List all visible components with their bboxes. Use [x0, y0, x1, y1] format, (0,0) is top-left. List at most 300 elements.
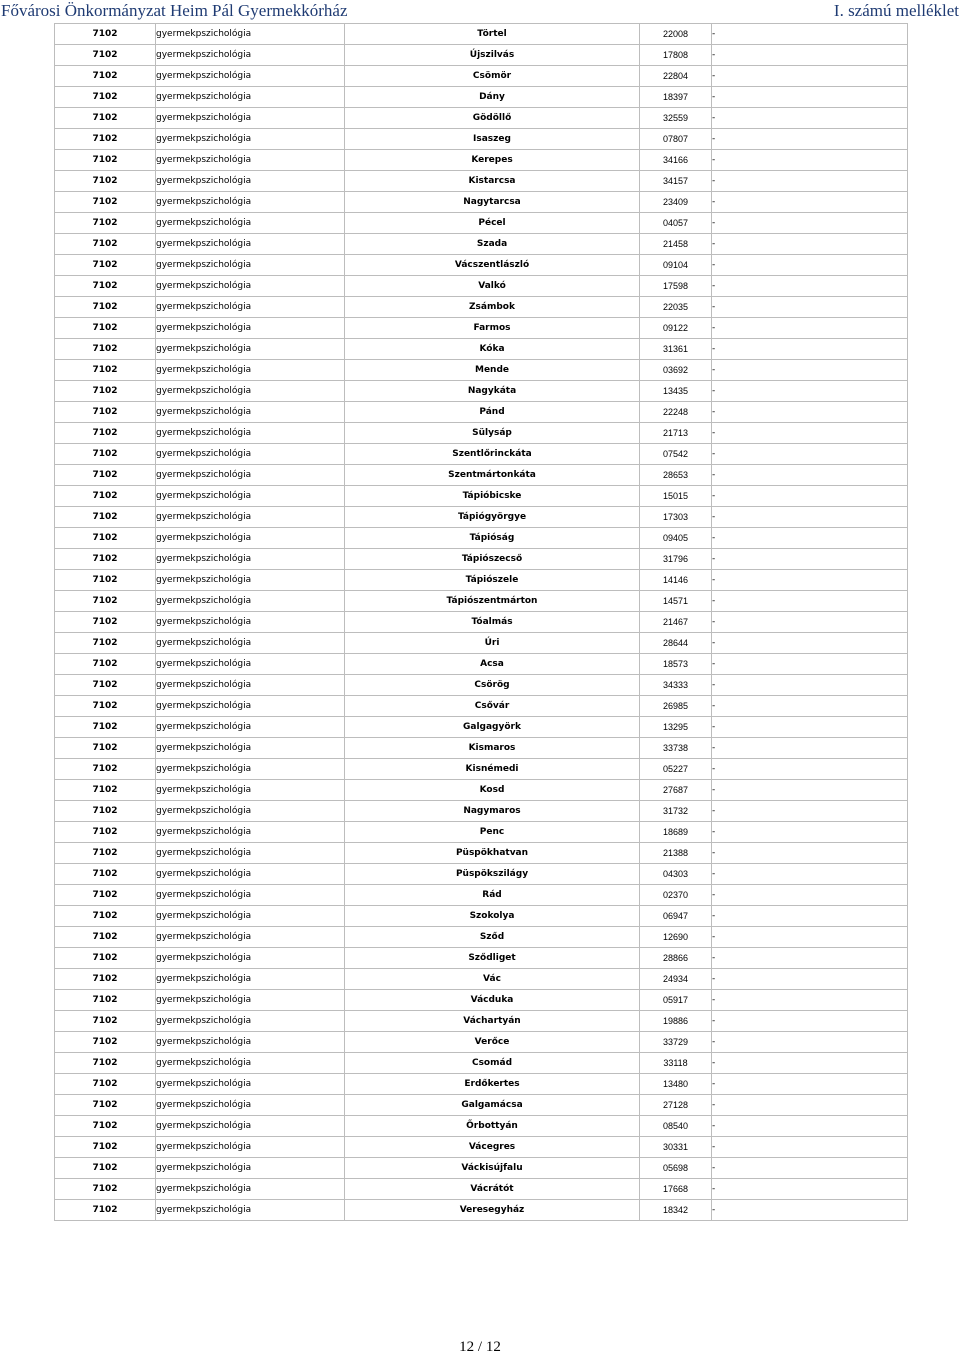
town-cell: Sződliget	[345, 948, 640, 969]
code-cell: 7102	[55, 969, 156, 990]
note-cell: -	[712, 339, 908, 360]
code-cell: 7102	[55, 654, 156, 675]
page-number: 12 / 12	[459, 1339, 501, 1355]
town-cell: Tápiószecső	[345, 549, 640, 570]
code-cell: 7102	[55, 255, 156, 276]
table-row	[55, 339, 908, 360]
specialty-cell: gyermekpszichológia	[156, 591, 345, 612]
note-cell: -	[712, 1011, 908, 1032]
table-row	[55, 1179, 908, 1200]
specialty-cell: gyermekpszichológia	[156, 360, 345, 381]
note-cell: -	[712, 381, 908, 402]
code-cell: 7102	[55, 66, 156, 87]
town-cell: Dány	[345, 87, 640, 108]
specialty-cell: gyermekpszichológia	[156, 801, 345, 822]
note-cell: -	[712, 87, 908, 108]
note-cell: -	[712, 318, 908, 339]
number-cell: 28653	[640, 465, 712, 486]
code-cell: 7102	[55, 507, 156, 528]
number-cell: 15015	[640, 486, 712, 507]
town-cell: Isaszeg	[345, 129, 640, 150]
town-cell: Kóka	[345, 339, 640, 360]
code-cell: 7102	[55, 423, 156, 444]
code-cell: 7102	[55, 1179, 156, 1200]
note-cell: -	[712, 969, 908, 990]
code-cell: 7102	[55, 276, 156, 297]
note-cell: -	[712, 1032, 908, 1053]
specialty-cell: gyermekpszichológia	[156, 297, 345, 318]
specialty-cell: gyermekpszichológia	[156, 24, 345, 45]
note-cell: -	[712, 570, 908, 591]
town-cell: Nagykáta	[345, 381, 640, 402]
specialty-cell: gyermekpszichológia	[156, 87, 345, 108]
number-cell: 22035	[640, 297, 712, 318]
code-cell: 7102	[55, 45, 156, 66]
note-cell: -	[712, 360, 908, 381]
number-cell: 27128	[640, 1095, 712, 1116]
number-cell: 17668	[640, 1179, 712, 1200]
code-cell: 7102	[55, 486, 156, 507]
number-cell: 22008	[640, 24, 712, 45]
specialty-cell: gyermekpszichológia	[156, 339, 345, 360]
code-cell: 7102	[55, 738, 156, 759]
number-cell: 18573	[640, 654, 712, 675]
code-cell: 7102	[55, 1032, 156, 1053]
specialty-cell: gyermekpszichológia	[156, 990, 345, 1011]
town-cell: Galgamácsa	[345, 1095, 640, 1116]
note-cell: -	[712, 276, 908, 297]
number-cell: 27687	[640, 780, 712, 801]
code-cell: 7102	[55, 192, 156, 213]
note-cell: -	[712, 549, 908, 570]
note-cell: -	[712, 444, 908, 465]
note-cell: -	[712, 66, 908, 87]
note-cell: -	[712, 696, 908, 717]
number-cell: 33118	[640, 1053, 712, 1074]
note-cell: -	[712, 759, 908, 780]
specialty-cell: gyermekpszichológia	[156, 486, 345, 507]
note-cell: -	[712, 885, 908, 906]
number-cell: 09405	[640, 528, 712, 549]
town-cell: Kerepes	[345, 150, 640, 171]
code-cell: 7102	[55, 717, 156, 738]
code-cell: 7102	[55, 1011, 156, 1032]
note-cell: -	[712, 864, 908, 885]
data-table	[54, 23, 908, 1221]
specialty-cell: gyermekpszichológia	[156, 549, 345, 570]
town-cell: Szokolya	[345, 906, 640, 927]
specialty-cell: gyermekpszichológia	[156, 780, 345, 801]
table-row	[55, 108, 908, 129]
table-row	[55, 192, 908, 213]
number-cell: 17808	[640, 45, 712, 66]
town-cell: Kisnémedi	[345, 759, 640, 780]
note-cell: -	[712, 633, 908, 654]
code-cell: 7102	[55, 1095, 156, 1116]
town-cell: Váchartyán	[345, 1011, 640, 1032]
code-cell: 7102	[55, 1116, 156, 1137]
table-row	[55, 696, 908, 717]
number-cell: 13435	[640, 381, 712, 402]
number-cell: 12690	[640, 927, 712, 948]
note-cell: -	[712, 507, 908, 528]
town-cell: Őrbottyán	[345, 1116, 640, 1137]
town-cell: Rád	[345, 885, 640, 906]
town-cell: Gödöllő	[345, 108, 640, 129]
code-cell: 7102	[55, 906, 156, 927]
table-body	[55, 24, 908, 1221]
town-cell: Újszilvás	[345, 45, 640, 66]
code-cell: 7102	[55, 885, 156, 906]
specialty-cell: gyermekpszichológia	[156, 906, 345, 927]
table-row	[55, 381, 908, 402]
code-cell: 7102	[55, 696, 156, 717]
number-cell: 30331	[640, 1137, 712, 1158]
code-cell: 7102	[55, 108, 156, 129]
specialty-cell: gyermekpszichológia	[156, 507, 345, 528]
table-row	[55, 423, 908, 444]
code-cell: 7102	[55, 549, 156, 570]
specialty-cell: gyermekpszichológia	[156, 969, 345, 990]
code-cell: 7102	[55, 591, 156, 612]
number-cell: 26985	[640, 696, 712, 717]
specialty-cell: gyermekpszichológia	[156, 108, 345, 129]
table-row	[55, 87, 908, 108]
town-cell: Pánd	[345, 402, 640, 423]
table-row	[55, 465, 908, 486]
table-row	[55, 906, 908, 927]
table-row	[55, 45, 908, 66]
note-cell: -	[712, 927, 908, 948]
number-cell: 24934	[640, 969, 712, 990]
code-cell: 7102	[55, 528, 156, 549]
note-cell: -	[712, 213, 908, 234]
code-cell: 7102	[55, 927, 156, 948]
table-row	[55, 213, 908, 234]
table-row	[55, 1011, 908, 1032]
table-row	[55, 297, 908, 318]
number-cell: 04303	[640, 864, 712, 885]
note-cell: -	[712, 234, 908, 255]
town-cell: Vácrátót	[345, 1179, 640, 1200]
table-row	[55, 234, 908, 255]
note-cell: -	[712, 1116, 908, 1137]
note-cell: -	[712, 297, 908, 318]
code-cell: 7102	[55, 990, 156, 1011]
table-row	[55, 591, 908, 612]
specialty-cell: gyermekpszichológia	[156, 465, 345, 486]
number-cell: 13295	[640, 717, 712, 738]
town-cell: Tápióság	[345, 528, 640, 549]
specialty-cell: gyermekpszichológia	[156, 1116, 345, 1137]
town-cell: Váckisújfalu	[345, 1158, 640, 1179]
specialty-cell: gyermekpszichológia	[156, 276, 345, 297]
code-cell: 7102	[55, 171, 156, 192]
specialty-cell: gyermekpszichológia	[156, 612, 345, 633]
code-cell: 7102	[55, 759, 156, 780]
number-cell: 18689	[640, 822, 712, 843]
town-cell: Tápióbicske	[345, 486, 640, 507]
code-cell: 7102	[55, 213, 156, 234]
town-cell: Vác	[345, 969, 640, 990]
code-cell: 7102	[55, 675, 156, 696]
code-cell: 7102	[55, 1200, 156, 1221]
note-cell: -	[712, 1137, 908, 1158]
table-row	[55, 318, 908, 339]
specialty-cell: gyermekpszichológia	[156, 444, 345, 465]
specialty-cell: gyermekpszichológia	[156, 1095, 345, 1116]
town-cell: Úri	[345, 633, 640, 654]
code-cell: 7102	[55, 570, 156, 591]
table-row	[55, 276, 908, 297]
annex-label: I. számú melléklet	[833, 1, 959, 20]
specialty-cell: gyermekpszichológia	[156, 927, 345, 948]
specialty-cell: gyermekpszichológia	[156, 66, 345, 87]
town-cell: Farmos	[345, 318, 640, 339]
code-cell: 7102	[55, 780, 156, 801]
code-cell: 7102	[55, 612, 156, 633]
page-header	[0, 0, 960, 22]
table-row	[55, 1158, 908, 1179]
code-cell: 7102	[55, 1158, 156, 1179]
town-cell: Erdőkertes	[345, 1074, 640, 1095]
code-cell: 7102	[55, 129, 156, 150]
town-cell: Tápiószentmárton	[345, 591, 640, 612]
town-cell: Acsa	[345, 654, 640, 675]
specialty-cell: gyermekpszichológia	[156, 318, 345, 339]
number-cell: 21467	[640, 612, 712, 633]
specialty-cell: gyermekpszichológia	[156, 948, 345, 969]
number-cell: 33738	[640, 738, 712, 759]
specialty-cell: gyermekpszichológia	[156, 717, 345, 738]
town-cell: Tóalmás	[345, 612, 640, 633]
number-cell: 05917	[640, 990, 712, 1011]
town-cell: Vácegres	[345, 1137, 640, 1158]
number-cell: 14571	[640, 591, 712, 612]
note-cell: -	[712, 1074, 908, 1095]
specialty-cell: gyermekpszichológia	[156, 1032, 345, 1053]
code-cell: 7102	[55, 822, 156, 843]
number-cell: 13480	[640, 1074, 712, 1095]
table-row	[55, 990, 908, 1011]
specialty-cell: gyermekpszichológia	[156, 255, 345, 276]
number-cell: 07542	[640, 444, 712, 465]
note-cell: -	[712, 486, 908, 507]
specialty-cell: gyermekpszichológia	[156, 381, 345, 402]
town-cell: Nagymaros	[345, 801, 640, 822]
note-cell: -	[712, 528, 908, 549]
code-cell: 7102	[55, 318, 156, 339]
table-row	[55, 66, 908, 87]
number-cell: 18342	[640, 1200, 712, 1221]
code-cell: 7102	[55, 801, 156, 822]
number-cell: 18397	[640, 87, 712, 108]
number-cell: 09104	[640, 255, 712, 276]
town-cell: Pécel	[345, 213, 640, 234]
specialty-cell: gyermekpszichológia	[156, 402, 345, 423]
town-cell: Tápiószele	[345, 570, 640, 591]
note-cell: -	[712, 948, 908, 969]
number-cell: 31361	[640, 339, 712, 360]
town-cell: Mende	[345, 360, 640, 381]
note-cell: -	[712, 1095, 908, 1116]
number-cell: 32559	[640, 108, 712, 129]
note-cell: -	[712, 654, 908, 675]
number-cell: 07807	[640, 129, 712, 150]
table-row	[55, 969, 908, 990]
table-row	[55, 1137, 908, 1158]
table-row	[55, 24, 908, 45]
note-cell: -	[712, 1200, 908, 1221]
town-cell: Csomád	[345, 1053, 640, 1074]
code-cell: 7102	[55, 843, 156, 864]
specialty-cell: gyermekpszichológia	[156, 1011, 345, 1032]
note-cell: -	[712, 171, 908, 192]
town-cell: Sülysáp	[345, 423, 640, 444]
table-row	[55, 885, 908, 906]
specialty-cell: gyermekpszichológia	[156, 822, 345, 843]
table-row	[55, 171, 908, 192]
number-cell: 21388	[640, 843, 712, 864]
number-cell: 22804	[640, 66, 712, 87]
town-cell: Tápiógyörgye	[345, 507, 640, 528]
code-cell: 7102	[55, 1137, 156, 1158]
note-cell: -	[712, 423, 908, 444]
note-cell: -	[712, 402, 908, 423]
number-cell: 23409	[640, 192, 712, 213]
table-row	[55, 633, 908, 654]
town-cell: Zsámbok	[345, 297, 640, 318]
table-row	[55, 780, 908, 801]
note-cell: -	[712, 24, 908, 45]
specialty-cell: gyermekpszichológia	[156, 843, 345, 864]
number-cell: 05227	[640, 759, 712, 780]
number-cell: 34166	[640, 150, 712, 171]
number-cell: 22248	[640, 402, 712, 423]
town-cell: Kistarcsa	[345, 171, 640, 192]
specialty-cell: gyermekpszichológia	[156, 213, 345, 234]
number-cell: 17303	[640, 507, 712, 528]
table-row	[55, 843, 908, 864]
table-row	[55, 402, 908, 423]
number-cell: 28866	[640, 948, 712, 969]
number-cell: 28644	[640, 633, 712, 654]
table-row	[55, 507, 908, 528]
number-cell: 17598	[640, 276, 712, 297]
number-cell: 04057	[640, 213, 712, 234]
note-cell: -	[712, 192, 908, 213]
specialty-cell: gyermekpszichológia	[156, 129, 345, 150]
table-row	[55, 612, 908, 633]
specialty-cell: gyermekpszichológia	[156, 633, 345, 654]
specialty-cell: gyermekpszichológia	[156, 738, 345, 759]
table-row	[55, 927, 908, 948]
specialty-cell: gyermekpszichológia	[156, 45, 345, 66]
table-row	[55, 528, 908, 549]
note-cell: -	[712, 612, 908, 633]
note-cell: -	[712, 738, 908, 759]
table-row	[55, 759, 908, 780]
code-cell: 7102	[55, 402, 156, 423]
table-row	[55, 1032, 908, 1053]
town-cell: Kismaros	[345, 738, 640, 759]
code-cell: 7102	[55, 339, 156, 360]
table-row	[55, 1200, 908, 1221]
code-cell: 7102	[55, 633, 156, 654]
specialty-cell: gyermekpszichológia	[156, 234, 345, 255]
code-cell: 7102	[55, 948, 156, 969]
table-row	[55, 549, 908, 570]
town-cell: Szentlőrinckáta	[345, 444, 640, 465]
table-row	[55, 717, 908, 738]
table-row	[55, 864, 908, 885]
town-cell: Galgagyörk	[345, 717, 640, 738]
number-cell: 21713	[640, 423, 712, 444]
note-cell: -	[712, 591, 908, 612]
note-cell: -	[712, 843, 908, 864]
note-cell: -	[712, 1158, 908, 1179]
specialty-cell: gyermekpszichológia	[156, 192, 345, 213]
table-row	[55, 129, 908, 150]
table-row	[55, 570, 908, 591]
town-cell: Csővár	[345, 696, 640, 717]
table-row	[55, 444, 908, 465]
specialty-cell: gyermekpszichológia	[156, 528, 345, 549]
specialty-cell: gyermekpszichológia	[156, 885, 345, 906]
number-cell: 02370	[640, 885, 712, 906]
town-cell: Verőce	[345, 1032, 640, 1053]
specialty-cell: gyermekpszichológia	[156, 570, 345, 591]
code-cell: 7102	[55, 87, 156, 108]
table-row	[55, 255, 908, 276]
table-row	[55, 1095, 908, 1116]
number-cell: 33729	[640, 1032, 712, 1053]
specialty-cell: gyermekpszichológia	[156, 696, 345, 717]
note-cell: -	[712, 801, 908, 822]
town-cell: Vácduka	[345, 990, 640, 1011]
specialty-cell: gyermekpszichológia	[156, 150, 345, 171]
code-cell: 7102	[55, 1074, 156, 1095]
specialty-cell: gyermekpszichológia	[156, 1179, 345, 1200]
specialty-cell: gyermekpszichológia	[156, 1053, 345, 1074]
table-row	[55, 822, 908, 843]
town-cell: Veresegyház	[345, 1200, 640, 1221]
table-row	[55, 150, 908, 171]
note-cell: -	[712, 150, 908, 171]
specialty-cell: gyermekpszichológia	[156, 1158, 345, 1179]
number-cell: 06947	[640, 906, 712, 927]
town-cell: Penc	[345, 822, 640, 843]
table-row	[55, 675, 908, 696]
specialty-cell: gyermekpszichológia	[156, 171, 345, 192]
code-cell: 7102	[55, 150, 156, 171]
code-cell: 7102	[55, 444, 156, 465]
code-cell: 7102	[55, 465, 156, 486]
table-row	[55, 654, 908, 675]
note-cell: -	[712, 129, 908, 150]
number-cell: 14146	[640, 570, 712, 591]
number-cell: 34157	[640, 171, 712, 192]
code-cell: 7102	[55, 297, 156, 318]
town-cell: Szada	[345, 234, 640, 255]
note-cell: -	[712, 822, 908, 843]
town-cell: Valkó	[345, 276, 640, 297]
number-cell: 05698	[640, 1158, 712, 1179]
table-row	[55, 948, 908, 969]
note-cell: -	[712, 990, 908, 1011]
note-cell: -	[712, 675, 908, 696]
code-cell: 7102	[55, 360, 156, 381]
